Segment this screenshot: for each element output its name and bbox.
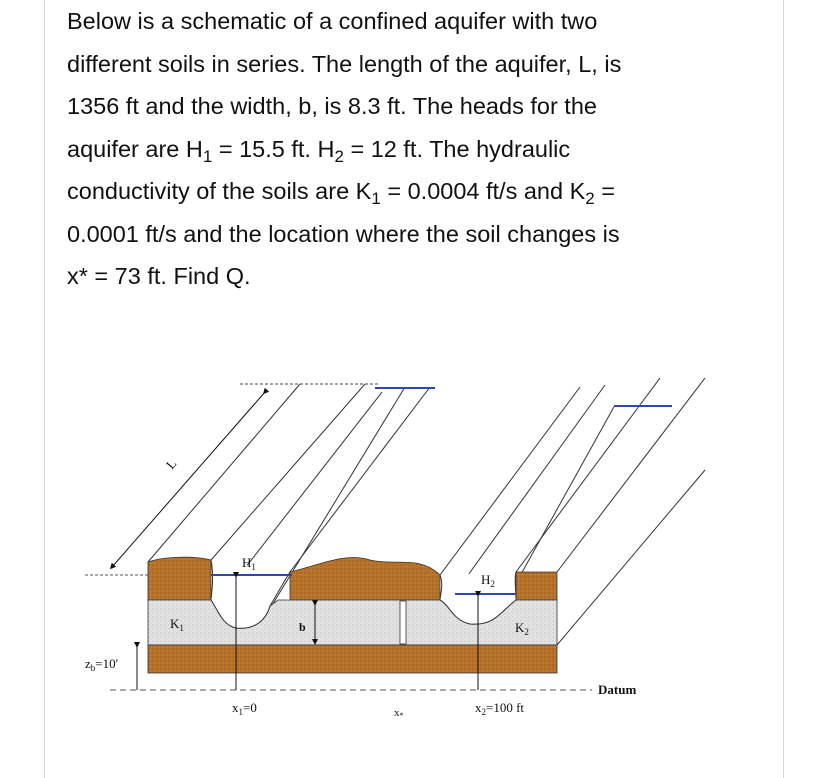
top-soil-block-middle xyxy=(290,557,440,600)
question-line-6: 0.0001 ft/s and the location where the soil changes is xyxy=(67,220,620,247)
b-label: b xyxy=(299,620,306,634)
question-line-1: Below is a schematic of a confined aquifer with two xyxy=(67,8,598,34)
question-line-2: different soils in series. The length of the aquifer, L, is xyxy=(67,50,622,77)
bottom-soil-layer xyxy=(148,645,557,673)
xstar-label: x* xyxy=(394,707,404,720)
x1-label: $x_1=0$ xyxy=(232,700,257,717)
top-soil-block-right xyxy=(516,572,557,600)
h2-label: $H_2$ xyxy=(481,572,495,589)
question-line-4: aquifer are $H_1 = 15.5$ ft. $H_2 = 12$ ft. The hydraulic xyxy=(67,135,571,166)
length-label: L xyxy=(162,456,180,472)
k2-label: $K_2$ xyxy=(515,620,529,637)
h1-label: $H_1$ xyxy=(242,555,256,572)
top-soil-block-left xyxy=(148,557,211,600)
x2-label: $x_2=100$ ft xyxy=(475,700,525,717)
question-line-5: conductivity of the soils are $K_1 = 0.0004$ ft/s and $K_2$ = xyxy=(67,178,616,208)
zb-label: $z_b=10'$ xyxy=(85,656,118,673)
datum-label: Datum xyxy=(598,682,637,697)
question-line-3: 1356 ft and the width, b, is 8.3 ft. The heads for the xyxy=(67,93,597,119)
soil-change-boundary xyxy=(400,601,406,644)
k1-label: $K_1$ xyxy=(170,616,184,633)
length-dimension-arrow xyxy=(112,392,265,567)
question-line-7: x* = 73 ft. Find Q. xyxy=(67,263,251,289)
